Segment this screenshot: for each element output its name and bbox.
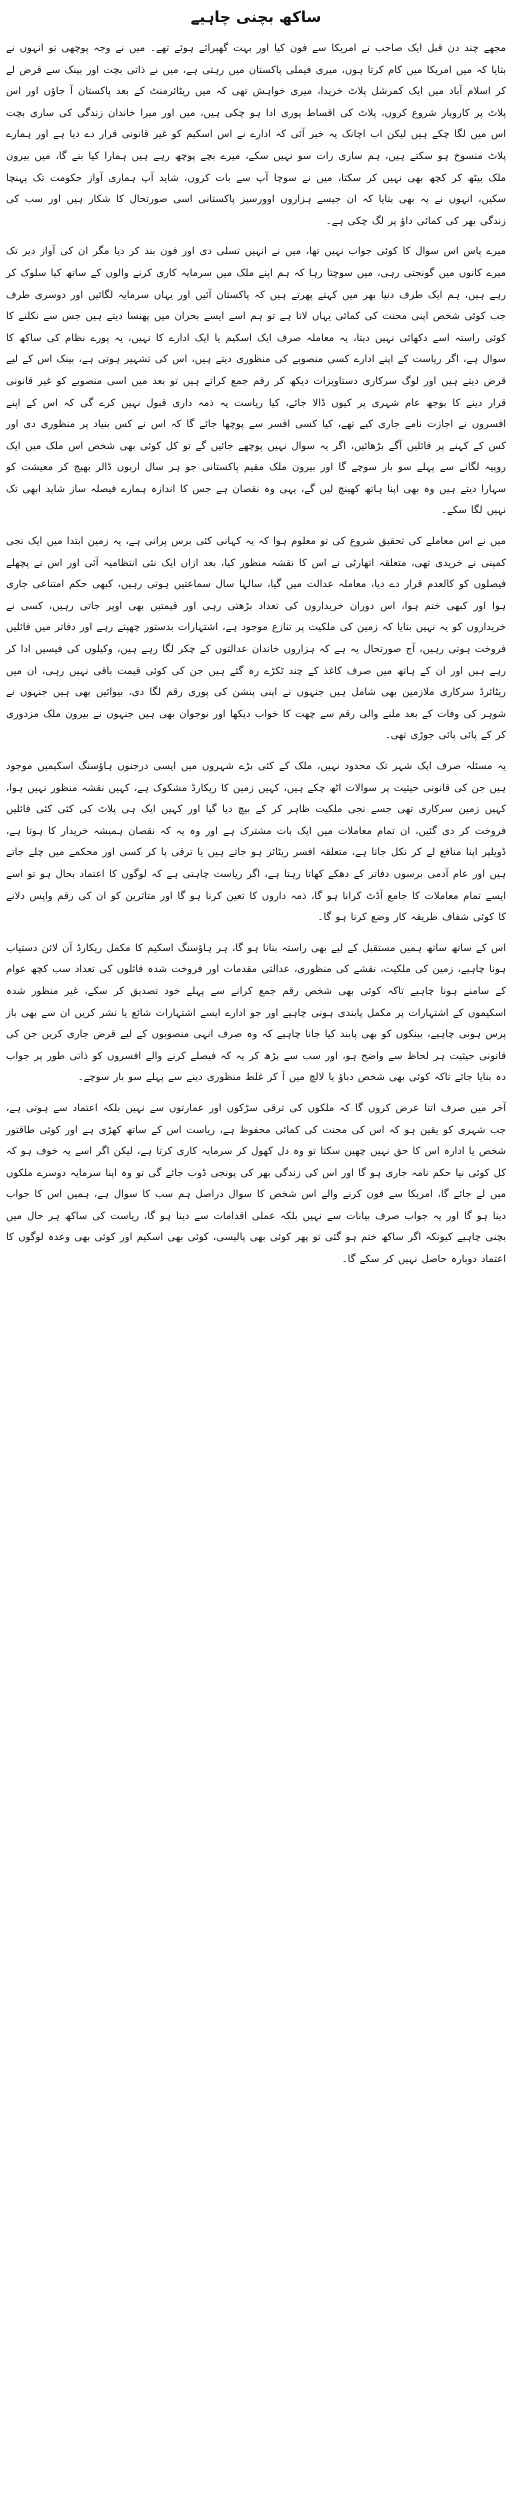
article-paragraph-4: یہ مسئلہ صرف ایک شہر تک محدود نہیں، ملک کے کئی بڑے شہروں میں ایسی درجنوں ہاؤسنگ اسکیمیں موجود ہیں جن کی قانونی حیثیت پر سوالات اٹھ چکے ہیں، کہیں زمین کا ریکارڈ مشکوک ہے، کہیں نقشہ منظور نہیں ہوا، کہیں زمین سرکاری تھی جسے نجی ملکیت ظاہر کر کے بیچ دیا گیا اور کہیں ایک ہی پلاٹ کی کئی کئی فائلیں فروخت کر دی گئیں، ان تمام معاملات میں ایک بات مشترک ہے اور وہ یہ کہ نقصان ہمیشہ خریدار کا ہوتا ہے، ڈویلپر اپنا منافع لے کر نکل جاتا ہے، متعلقہ افسر ریٹائر ہو جاتے ہیں یا ترقی پا کر کسی اور محکمے میں چلے جاتے ہیں اور عام آدمی برسوں دفاتر کے دھکے کھاتا رہتا ہے، اگر ریاست چاہتی ہے کہ لوگوں کا اعتماد بحال ہو تو اسے ایسے تمام معاملات کا جامع آڈٹ کرانا ہو گا، ذمہ داروں کا تعین کرنا ہو گا اور متاثرین کو ان کی رقم واپس دلانے کا کوئی شفاف طریقہ کار وضع کرنا ہو گا۔	[6, 761, 506, 924]
article-paragraph-5: اس کے ساتھ ساتھ ہمیں مستقبل کے لیے بھی راستہ بنانا ہو گا، ہر ہاؤسنگ اسکیم کا مکمل ریکارڈ آن لائن دستیاب ہونا چاہیے، زمین کی ملکیت، نقشے کی منظوری، عدالتی مقدمات اور فروخت شدہ فائلوں کی تعداد سب کچھ عوام کے سامنے ہونا چاہیے تاکہ کوئی بھی شخص رقم جمع کرانے سے پہلے خود تصدیق کر سکے، غیر منظور شدہ اسکیموں کے اشتہارات پر مکمل پابندی ہونی چاہیے اور جو ادارے ایسے اشتہارات شائع یا نشر کریں ان سے بھی باز پرس ہونی چاہیے، بینکوں کو بھی پابند کیا جانا چاہیے کہ وہ صرف انہی منصوبوں کے لیے قرض جاری کریں جن کی قانونی حیثیت ہر لحاظ سے واضح ہو، اور سب سے بڑھ کر یہ کہ فیصلے کرنے والے افسروں کو ذاتی طور پر جواب دہ بنایا جائے تاکہ کوئی بھی شخص دباؤ یا لالچ میں آ کر غلط منظوری دینے سے پہلے سو بار سوچے۔	[6, 942, 506, 1084]
article-paragraph-3: میں نے اس معاملے کی تحقیق شروع کی تو معلوم ہوا کہ یہ کہانی کئی برس پرانی ہے، یہ زمین ابتدا میں ایک نجی کمپنی نے خریدی تھی، متعلقہ اتھارٹی نے اس کا نقشہ منظور کیا، بعد ازاں ایک نئی انتظامیہ آئی اور اس نے پچھلے فیصلوں کو کالعدم قرار دے دیا، معاملہ عدالت میں گیا، سالہا سال سماعتیں ہوتی رہیں، کبھی حکم امتناعی جاری ہوا اور کبھی ختم ہوا، اس دوران خریداروں کی تعداد بڑھتی رہی اور قیمتیں بھی اوپر جاتی رہیں، کسی نے خریداروں کو یہ نہیں بتایا کہ زمین کی ملکیت پر تنازع موجود ہے، اشتہارات بدستور چھپتے رہے اور دفاتر میں فائلیں فروخت ہوتی رہیں، آج صورتحال یہ ہے کہ ہزاروں خاندان عدالتوں کے چکر لگا رہے ہیں، وکیلوں کی فیسیں ادا کر رہے ہیں اور ان کے ہاتھ میں صرف کاغذ کے چند ٹکڑے رہ گئے ہیں جن کی کوئی قیمت باقی نہیں رہی، ان میں ریٹائرڈ سرکاری ملازمین بھی شامل ہیں جنہوں نے اپنی پنشن کی پوری رقم لگا دی، بیوائیں بھی ہیں جنہوں نے شوہر کی وفات کے بعد ملنے والی رقم سے چھت کا خواب دیکھا اور نوجوان بھی ہیں جنہوں نے بیرون ملک مزدوری کر کے پائی پائی جوڑی تھی۔	[6, 536, 506, 742]
article-title: ساکھ بچنی چاہیے	[190, 8, 322, 26]
article-paragraph-6: آخر میں صرف اتنا عرض کروں گا کہ ملکوں کی ترقی سڑکوں اور عمارتوں سے نہیں بلکہ اعتماد سے ہوتی ہے، جب شہری کو یقین ہو کہ اس کی محنت کی کمائی محفوظ ہے، ریاست اس کے ساتھ کھڑی ہے اور کوئی طاقتور شخص یا ادارہ اس کا حق نہیں چھین سکتا تو وہ دل کھول کر سرمایہ کاری کرتا ہے، لیکن اگر اسے یہ خوف ہو کہ کل کوئی نیا حکم نامہ جاری ہو گا اور اس کی زندگی بھر کی پونجی ڈوب جائے گی تو وہ اپنا سرمایہ دوسرے ملکوں میں لے جائے گا، امریکا سے فون کرنے والے اس شخص کا سوال دراصل ہم سب کا سوال ہے، ہمیں اس کا جواب دینا ہو گا اور یہ جواب صرف بیانات سے نہیں بلکہ عملی اقدامات سے دینا ہو گا، ریاست کی ساکھ ہر حال میں بچنی چاہیے کیونکہ اگر ساکھ ختم ہو گئی تو پھر کوئی بھی پالیسی، کوئی بھی اسکیم اور کوئی بھی وعدہ لوگوں کا اعتماد دوبارہ حاصل نہیں کر سکے گا۔	[6, 1102, 506, 1266]
article-paragraph-2: میرے پاس اس سوال کا کوئی جواب نہیں تھا، میں نے انہیں تسلی دی اور فون بند کر دیا مگر ان کی آواز دیر تک میرے کانوں میں گونجتی رہی، میں سوچتا رہا کہ ہم اپنے ملک میں سرمایہ کاری کرنے والوں کے ساتھ کیا سلوک کر رہے ہیں، ہم ایک طرف دنیا بھر میں کہتے پھرتے ہیں کہ پاکستان آئیں اور یہاں سرمایہ لگائیں اور دوسری طرف جب کوئی شخص اپنی محنت کی کمائی یہاں لاتا ہے تو ہم اسے ایسے بحران میں پھنسا دیتے ہیں جس سے نکلنے کا کوئی راستہ اسے دکھائی نہیں دیتا، یہ معاملہ صرف ایک اسکیم یا ایک ادارے کا نہیں، یہ پورے نظام کی ساکھ کا سوال ہے، اگر ریاست کے اپنے ادارے کسی منصوبے کی منظوری دیتے ہیں، اس کی تشہیر ہوتی ہے، بینک اس کے لیے قرض دیتے ہیں اور لوگ سرکاری دستاویزات دیکھ کر رقم جمع کراتے ہیں تو بعد میں اسی منصوبے کو غیر قانونی قرار دینے کا بوجھ عام شہری پر کیوں ڈالا جائے، کیا ریاست یہ ذمہ داری قبول نہیں کرے گی کہ اس کے اپنے افسروں نے اجازت نامے جاری کیے تھے، کیا کسی افسر سے پوچھا جائے گا کہ اس نے کس بنیاد پر منظوری دی اور کس کے کہنے پر فائلیں آگے بڑھائیں، اگر یہ سوال نہیں پوچھے جائیں گے تو کل کوئی بھی شخص اس ملک میں ایک روپیہ لگانے سے پہلے سو بار سوچے گا اور بیرون ملک مقیم پاکستانی جو ہر سال اربوں ڈالر بھیج کر معیشت کو سہارا دیتے ہیں وہ بھی اپنا ہاتھ کھینچ لیں گے، یہی وہ نقصان ہے جس کا اندازہ ہمارے فیصلہ ساز شاید ابھی تک نہیں لگا سکے۔	[6, 246, 506, 517]
article-paragraph-1: مجھے چند دن قبل ایک صاحب نے امریکا سے فون کیا اور بہت گھبرائے ہوئے تھے۔ میں نے وجہ پوچھی تو انہوں نے بتایا کہ میں امریکا میں کام کرتا ہوں، میری فیملی پاکستان میں رہتی ہے، میں نے ذاتی بچت اور بینک سے قرض لے کر اسلام آباد میں ایک کمرشل پلاٹ خریدا، میری خواہش تھی کہ میں ریٹائرمنٹ کے بعد پاکستان آ جاؤں اور اس پلاٹ پر کاروبار شروع کروں، پلاٹ کی اقساط پوری ادا ہو چکی ہیں، میں اور میرا خاندان زندگی کی ساری بچت اس میں لگا چکے ہیں لیکن اب اچانک یہ خبر آئی کہ ادارے نے اس اسکیم کو غیر قانونی قرار دے دیا ہے اور ہمارے پلاٹ منسوخ ہو سکتے ہیں، ہم ساری رات سو نہیں سکے، میرے بچے پوچھ رہے ہیں ہمارا کیا بنے گا، میں بیرون ملک بیٹھ کر کچھ بھی نہیں کر سکتا، میں نے سوچا آپ سے بات کروں، شاید آپ ہماری آواز حکومت تک پہنچا سکیں، انہوں نے یہ بھی بتایا کہ ان جیسے ہزاروں اوورسیز پاکستانی اسی صورتحال کا شکار ہیں اور سب کی زندگی بھر کی کمائی داؤ پر لگ چکی ہے۔	[6, 43, 506, 227]
